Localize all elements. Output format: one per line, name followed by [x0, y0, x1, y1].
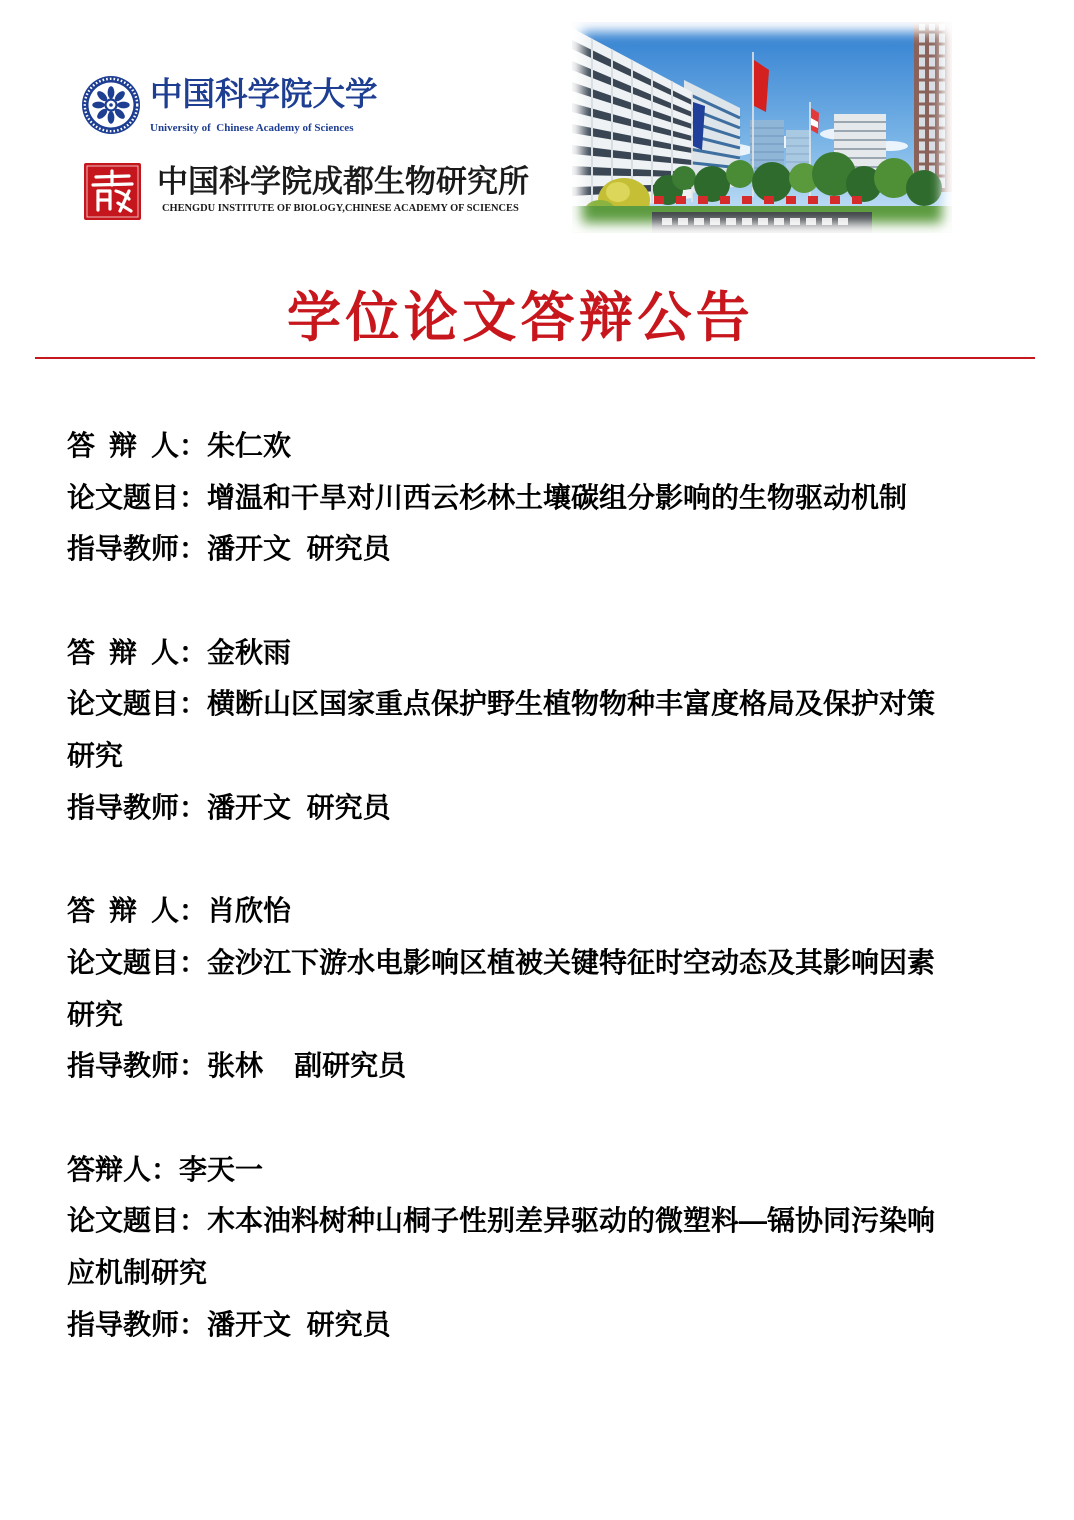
candidate-row: [67, 420, 1007, 472]
thesis-title-text: 增温和干旱对川西云杉林土壤碳组分影响的生物驱动机制: [207, 481, 908, 513]
thesis-title-continuation: 研究: [67, 998, 124, 1030]
thesis-title-label: 论文题目：: [67, 1205, 208, 1237]
advisor-label: 指导教师：: [67, 1050, 208, 1082]
advisor-name: 潘开文 研究员: [207, 791, 391, 823]
candidate-row: [67, 1144, 1007, 1196]
thesis-title-continuation: 研究: [67, 740, 124, 772]
advisor-label: 指导教师：: [67, 791, 208, 823]
thesis-title-label: 论文题目：: [67, 946, 208, 978]
thesis-title-row: [67, 472, 1007, 524]
ucas-emblem-icon: [81, 75, 141, 135]
candidate-label: 答辩人：: [67, 1153, 180, 1185]
candidate-row: [67, 627, 1007, 679]
advisor-row: [67, 1299, 1007, 1351]
candidate-row: [67, 885, 1007, 937]
cib-seal-icon: [84, 163, 141, 220]
advisor-row: [67, 1040, 1007, 1092]
candidate-label: 答 辩 人：: [67, 895, 207, 927]
candidate-name: 朱仁欢: [206, 430, 291, 461]
candidate-name: 金秋雨: [206, 636, 291, 668]
title-divider: [35, 357, 1035, 359]
defense-entry: [67, 627, 1007, 834]
candidate-name: 李天一: [179, 1153, 264, 1185]
defense-entry: [67, 420, 1007, 575]
advisor-name: 张林 副研究员: [207, 1050, 407, 1082]
thesis-title-text: 横断山区国家重点保护野生植物物种丰富度格局及保护对策: [207, 688, 936, 720]
cib-name-cn: 中国科学院成都生物研究所: [157, 164, 529, 200]
thesis-title-row: [67, 937, 1007, 989]
advisor-name: 潘开文 研究员: [207, 533, 391, 565]
thesis-title-row: [67, 1195, 1007, 1247]
advisor-row: [67, 523, 1007, 575]
thesis-title-label: 论文题目：: [67, 481, 208, 513]
defense-entry: [67, 1144, 1007, 1351]
advisor-label: 指导教师：: [67, 1308, 208, 1340]
thesis-title-row: [67, 678, 1007, 730]
ucas-name-cn: 中国科学院大学: [150, 74, 378, 113]
thesis-title-continuation: 应机制研究: [67, 1257, 208, 1288]
candidate-label: 答 辩 人：: [67, 430, 207, 461]
defense-entry: [67, 885, 1007, 1092]
thesis-title-label: 论文题目：: [67, 688, 208, 720]
defense-list: [67, 420, 1007, 1402]
candidate-name: 肖欣怡: [206, 895, 291, 927]
advisor-name: 潘开文 研究员: [207, 1308, 391, 1340]
campus-photo: [572, 22, 952, 233]
cib-name-en: CHENGDU INSTITUTE OF BIOLOGY,CHINESE ACADEMY OF SCIENCES: [162, 203, 519, 214]
candidate-label: 答 辩 人：: [67, 636, 207, 668]
page-title: 学位论文答辩公告: [287, 285, 755, 349]
thesis-title-text: 金沙江下游水电影响区植被关键特征时空动态及其影响因素: [207, 946, 936, 978]
photo-feather-edge: [572, 22, 952, 233]
advisor-label: 指导教师：: [67, 533, 208, 565]
advisor-row: [67, 782, 1007, 834]
ucas-name-en: University of Chinese Academy of Sciences: [150, 122, 354, 134]
thesis-title-text: 木本油料树种山桐子性别差异驱动的微塑料—镉协同污染响: [207, 1205, 936, 1237]
